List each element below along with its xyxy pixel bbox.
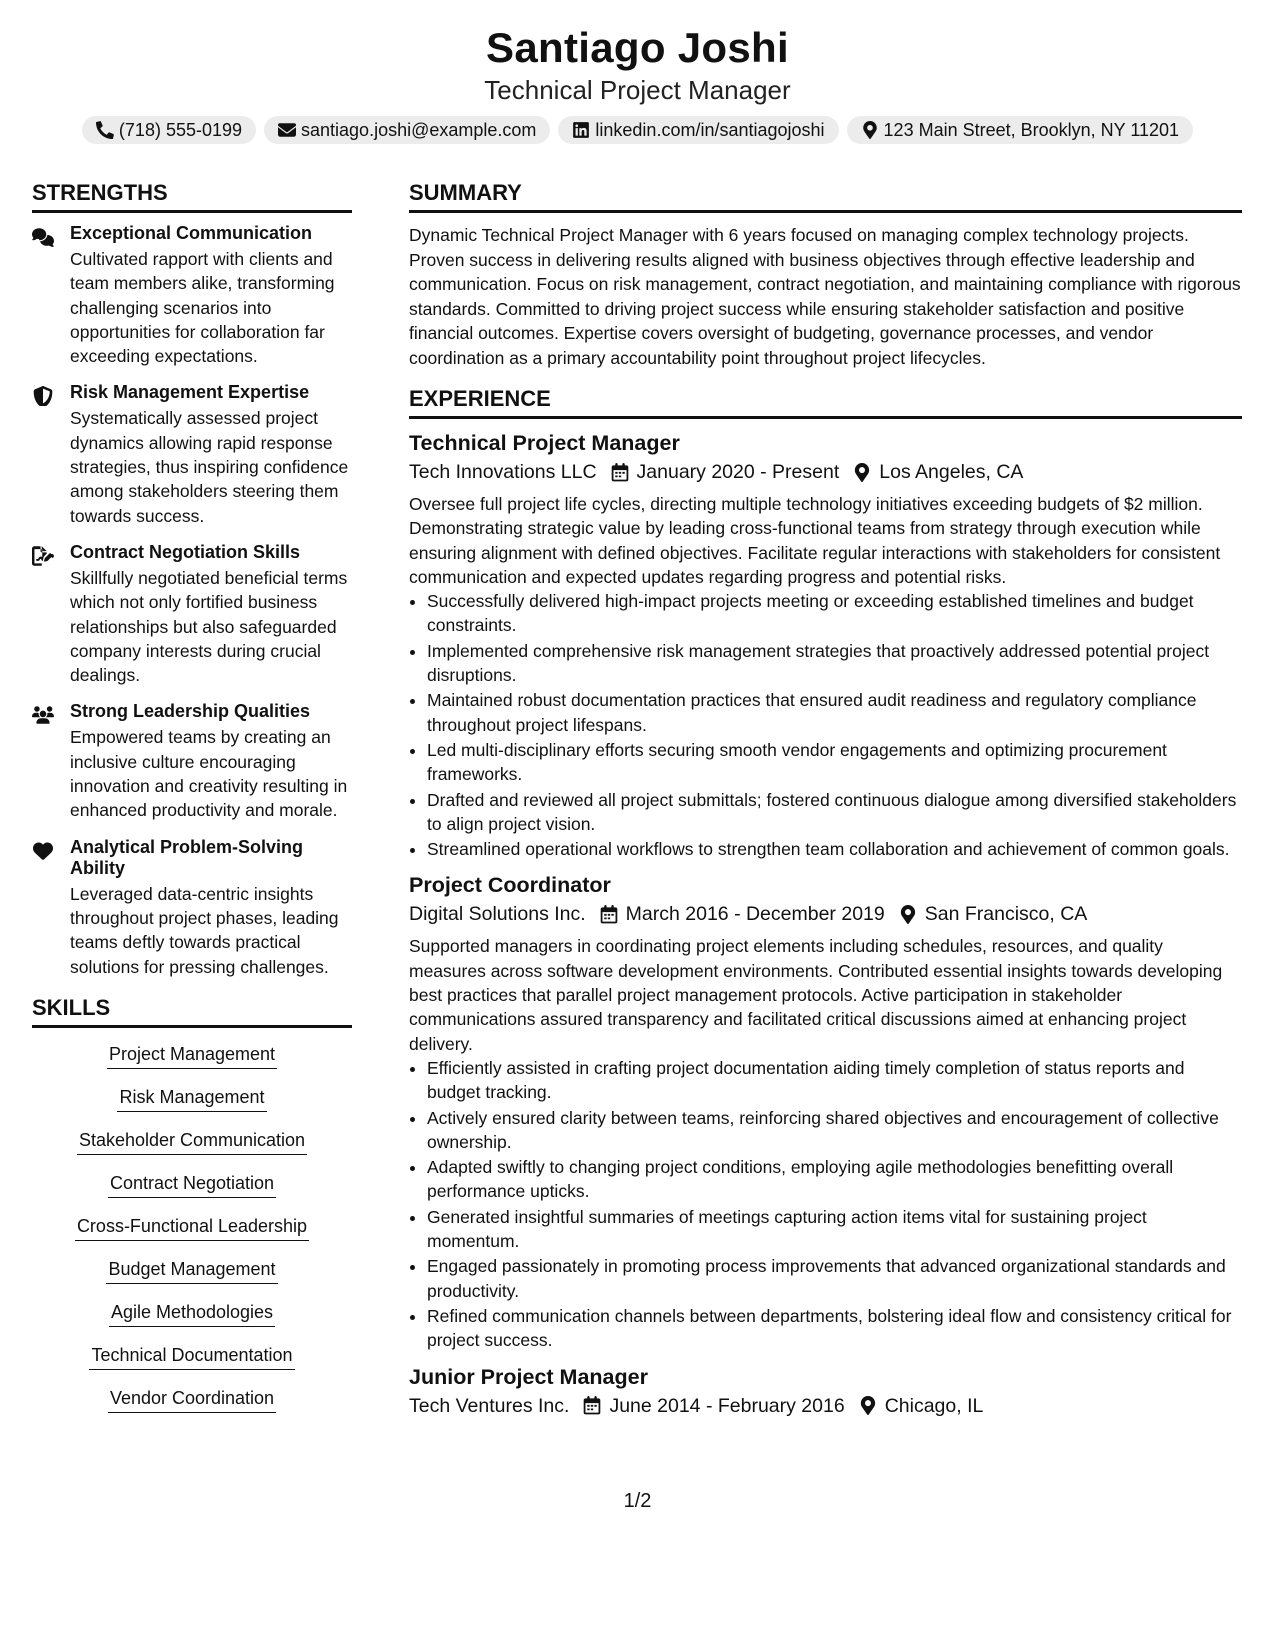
bullet-item: • Efficiently assisted in crafting project documentation aiding timely completion of status reports and budget tracking. (427, 1056, 1242, 1105)
bullet-item: • Actively ensured clarity between teams, reinforcing shared objectives and encouragement of collective ownership. (427, 1106, 1242, 1155)
job-description: Oversee full project life cycles, directing multiple technology initiatives exceeding budgets of $2 million. Demonstrating strategic value by leading cross-functional teams from strategy through execution while ensuring alignment with defined objectives. Facilitate regular interactions with stakeholders for consistent communication and expected updates regarding progress and potential risks. (409, 494, 1221, 587)
job-meta (409, 1391, 1242, 1421)
job-description: Supported managers in coordinating project elements including schedules, resources, and quality measures across software development environments. Contributed essential insights towards developing best practices that parallel project management protocols. Active participation in stakeholder communications assured transparency and facilitated critical discussions aimed at enhancing project delivery. (409, 936, 1223, 1054)
strength-title: Exceptional Communication (70, 223, 313, 243)
email-text: santiago.joshi@example.com (301, 120, 537, 140)
users-icon (32, 705, 54, 725)
bullet-item: • Led multi-disciplinary efforts securing smooth vendor engagements and optimizing procurement frameworks. (427, 738, 1242, 787)
skill-tag: Agile Methodologies (109, 1300, 275, 1327)
heart-icon (32, 841, 54, 861)
candidate-title: Technical Project Manager (484, 75, 791, 105)
strength-item (32, 837, 352, 979)
map-pin-icon (861, 121, 879, 139)
strength-item (32, 701, 352, 822)
strength-item (32, 223, 352, 368)
job-dates: March 2016 - December 2019 (625, 903, 885, 926)
bullet-item: • Drafted and reviewed all project submittals; fostered continuous dialogue among diversified stakeholders to align project vision. (427, 788, 1242, 837)
strength-title: Risk Management Expertise (70, 382, 310, 403)
strength-description: Systematically assessed project dynamics allowing rapid response strategies, thus inspiring confidence among stakeholders steering them towards success. (70, 408, 349, 526)
linkedin-icon (572, 121, 590, 139)
strength-title: Contract Negotiation Skills (70, 541, 301, 562)
job-location: Chicago, IL (884, 1394, 984, 1417)
resume-header (0, 22, 1275, 144)
skills-heading: SKILLS (32, 993, 352, 1028)
job-title: Technical Project Manager (409, 431, 680, 455)
skill-tag: Project Management (107, 1042, 277, 1069)
strengths-heading: STRENGTHS (32, 178, 352, 213)
summary-text: Dynamic Technical Project Manager with 6 years focused on managing complex technology projects. Proven success in delivering results aligned with business objectives through effective leadership and communication. Focus on risk management, contract negotiation, and maintaining compliance with rigorous standards. Committed to driving project success while ensuring stakeholder satisfaction and positive financial outcomes. Expertise covers oversight of budgeting, governance processes, and vendor coordination as a primary accountability point throughout project lifecycles. (409, 225, 1241, 368)
skill-tag: Stakeholder Communication (77, 1128, 307, 1155)
skill-tag: Vendor Coordination (108, 1386, 276, 1413)
job-meta (409, 899, 1242, 929)
bullet-item: • Engaged passionately in promoting process improvements that advanced organizational standards and productivity. (427, 1254, 1242, 1303)
bullet-item: • Generated insightful summaries of meetings capturing action items vital for sustaining project momentum. (427, 1205, 1242, 1254)
strength-description: Skillfully negotiated beneficial terms which not only fortified business relationships but also safeguarded company interests during crucial dealings. (70, 567, 348, 686)
bullet-item: • Adapted swiftly to changing project conditions, employing agile methodologies benefitting overall performance upticks. (427, 1155, 1242, 1204)
strength-description: Cultivated rapport with clients and team members alike, transforming challenging scenarios into opportunities for collaboration far exceeding expectations. (70, 249, 335, 367)
shield-icon (32, 386, 54, 406)
job-location: Los Angeles, CA (879, 461, 1024, 483)
company-name: Tech Innovations LLC (409, 461, 597, 483)
skill-tag: Risk Management (117, 1085, 266, 1112)
skill-tag: Technical Documentation (89, 1343, 294, 1370)
phone-icon (96, 121, 114, 139)
company-name: Digital Solutions Inc. (409, 903, 586, 926)
strength-description: Empowered teams by creating an inclusive culture encouraging innovation and creativity resulting in enhanced productivity and morale. (70, 727, 348, 821)
phone-text: (718) 555-0199 (118, 120, 243, 140)
bullet-item: • Maintained robust documentation practices that ensured audit readiness and regulatory compliance throughout project lifespans. (427, 688, 1242, 737)
contact-email[interactable] (264, 116, 550, 144)
strength-item (32, 382, 352, 527)
right-column (409, 178, 1242, 1431)
bullet-item: • Successfully delivered high-impact projects meeting or exceeding established timelines and budget constraints. (427, 589, 1242, 638)
skill-tag: Cross-Functional Leadership (75, 1214, 309, 1241)
job-title: Project Coordinator (409, 873, 611, 898)
bullet-item: • Streamlined operational workflows to strengthen team collaboration and achievement of common goals. (427, 837, 1242, 861)
map-pin-icon (899, 905, 917, 924)
map-pin-icon (853, 463, 871, 482)
calendar-icon (600, 905, 618, 924)
address-text: 123 Main Street, Brooklyn, NY 11201 (883, 120, 1180, 140)
signature-icon (32, 546, 54, 566)
calendar-icon (611, 463, 629, 482)
job-bullets (409, 589, 1242, 861)
skill-tag: Budget Management (106, 1257, 277, 1284)
map-pin-icon (859, 1396, 877, 1415)
strength-title: Strong Leadership Qualities (70, 701, 311, 722)
bullet-item: • Refined communication channels between departments, bolstering ideal flow and consistency critical for project success. (427, 1304, 1242, 1353)
job-bullets (409, 1056, 1242, 1353)
candidate-name: Santiago Joshi (486, 24, 789, 71)
company-name: Tech Ventures Inc. (409, 1394, 570, 1417)
left-column (32, 178, 352, 1429)
contact-bar (0, 116, 1275, 144)
calendar-icon (583, 1396, 601, 1415)
job-entry (409, 429, 1242, 861)
summary-heading: SUMMARY (409, 178, 1242, 213)
job-entry (409, 871, 1242, 1352)
skills-list (32, 1038, 352, 1429)
contact-phone[interactable] (82, 116, 256, 144)
job-entry (409, 1363, 1242, 1421)
job-location: San Francisco, CA (924, 903, 1088, 926)
comments-icon (32, 227, 54, 247)
experience-heading: EXPERIENCE (409, 384, 1242, 419)
job-meta (409, 457, 1242, 487)
skill-tag: Contract Negotiation (108, 1171, 276, 1198)
linkedin-text: linkedin.com/in/santiagojoshi (595, 120, 825, 140)
job-dates: January 2020 - Present (636, 461, 840, 483)
strength-item (32, 542, 352, 687)
envelope-icon (278, 121, 296, 139)
contact-linkedin[interactable] (558, 116, 838, 144)
page-number: 1/2 (623, 1490, 652, 1512)
bullet-item: • Implemented comprehensive risk management strategies that proactively addressed potential project disruptions. (427, 639, 1242, 688)
contact-address (847, 116, 1194, 144)
job-title: Junior Project Manager (409, 1364, 648, 1389)
strength-title: Analytical Problem-Solving Ability (70, 836, 304, 878)
job-dates: June 2014 - February 2016 (609, 1394, 845, 1417)
strength-description: Leveraged data-centric insights throughout project phases, leading teams deftly towards practical solutions for pressing challenges. (70, 883, 339, 977)
